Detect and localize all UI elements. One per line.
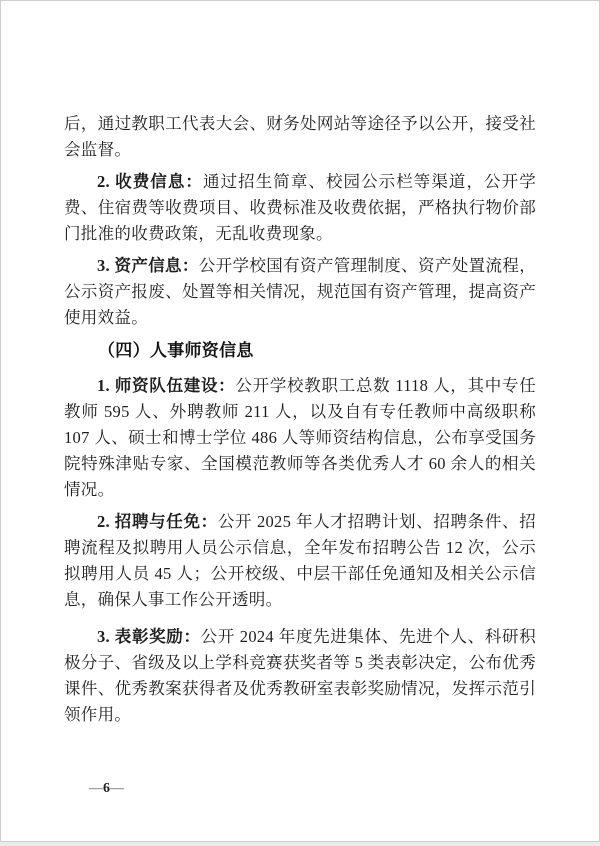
page-number	[89, 781, 124, 797]
section-heading: （四）人事师资信息	[98, 341, 254, 360]
paragraph	[64, 373, 536, 503]
paragraph-lead: 2. 招聘与任免：	[97, 512, 218, 531]
paragraph-text: 通过招生简章、校园公示栏等渠道，公开学费、住宿费等收费项目、收费标准及收费依据，严格执行物价部门批准的收费政策，无乱收费现象。	[64, 172, 536, 243]
paragraph-lead: 3. 资产信息：	[97, 256, 199, 275]
page-number-dash: —	[89, 781, 103, 796]
paragraph	[64, 169, 536, 247]
paragraph-text: 后，通过教职工代表大会、财务处网站等途径予以公开，接受社会监督。	[64, 114, 536, 159]
paragraph-text: 公开 2024 年度先进集体、先进个人、科研积极分子、省级及以上学科竞赛获奖者等 5 类表彰决定，公布优秀课件、优秀教案获得者及优秀教研室表彰奖励情况，发挥示范引领作用。	[64, 627, 536, 724]
paragraph-lead: 1. 师资队伍建设：	[97, 376, 236, 395]
page-number-value: 6	[103, 781, 110, 796]
paragraph-lead: 2. 收费信息：	[97, 172, 203, 191]
paragraph-text: 公开学校国有资产管理制度、资产处置流程，公示资产报废、处置等相关情况，规范国有资产管理，提高资产使用效益。	[64, 256, 537, 327]
paragraph-text: 公开 2025 年人才招聘计划、招聘条件、招聘流程及拟聘用人员公示信息，全年发布招聘公告 12 次，公示拟聘用人员 45 人；公开校级、中层干部任免通知及相关公示信息，确保人事工作公开透明。	[64, 512, 536, 609]
paragraph	[64, 509, 536, 613]
paragraph	[64, 624, 536, 728]
paragraph-lead: 3. 表彰奖励：	[97, 627, 201, 646]
document-body	[64, 111, 536, 728]
paragraph	[64, 111, 536, 163]
paragraph	[64, 253, 536, 331]
paragraph-text: 公开学校教职工总数 1118 人，其中专任教师 595 人、外聘教师 211 人，以及自有专任教师中高级职称 107 人、硕士和博士学位 486 人等师资结构信息，公布享受国务院特殊津贴专家、全国模范教师等各类优秀人才 60 余人的相关情况。	[64, 376, 536, 499]
page-number-dash: —	[110, 781, 124, 796]
